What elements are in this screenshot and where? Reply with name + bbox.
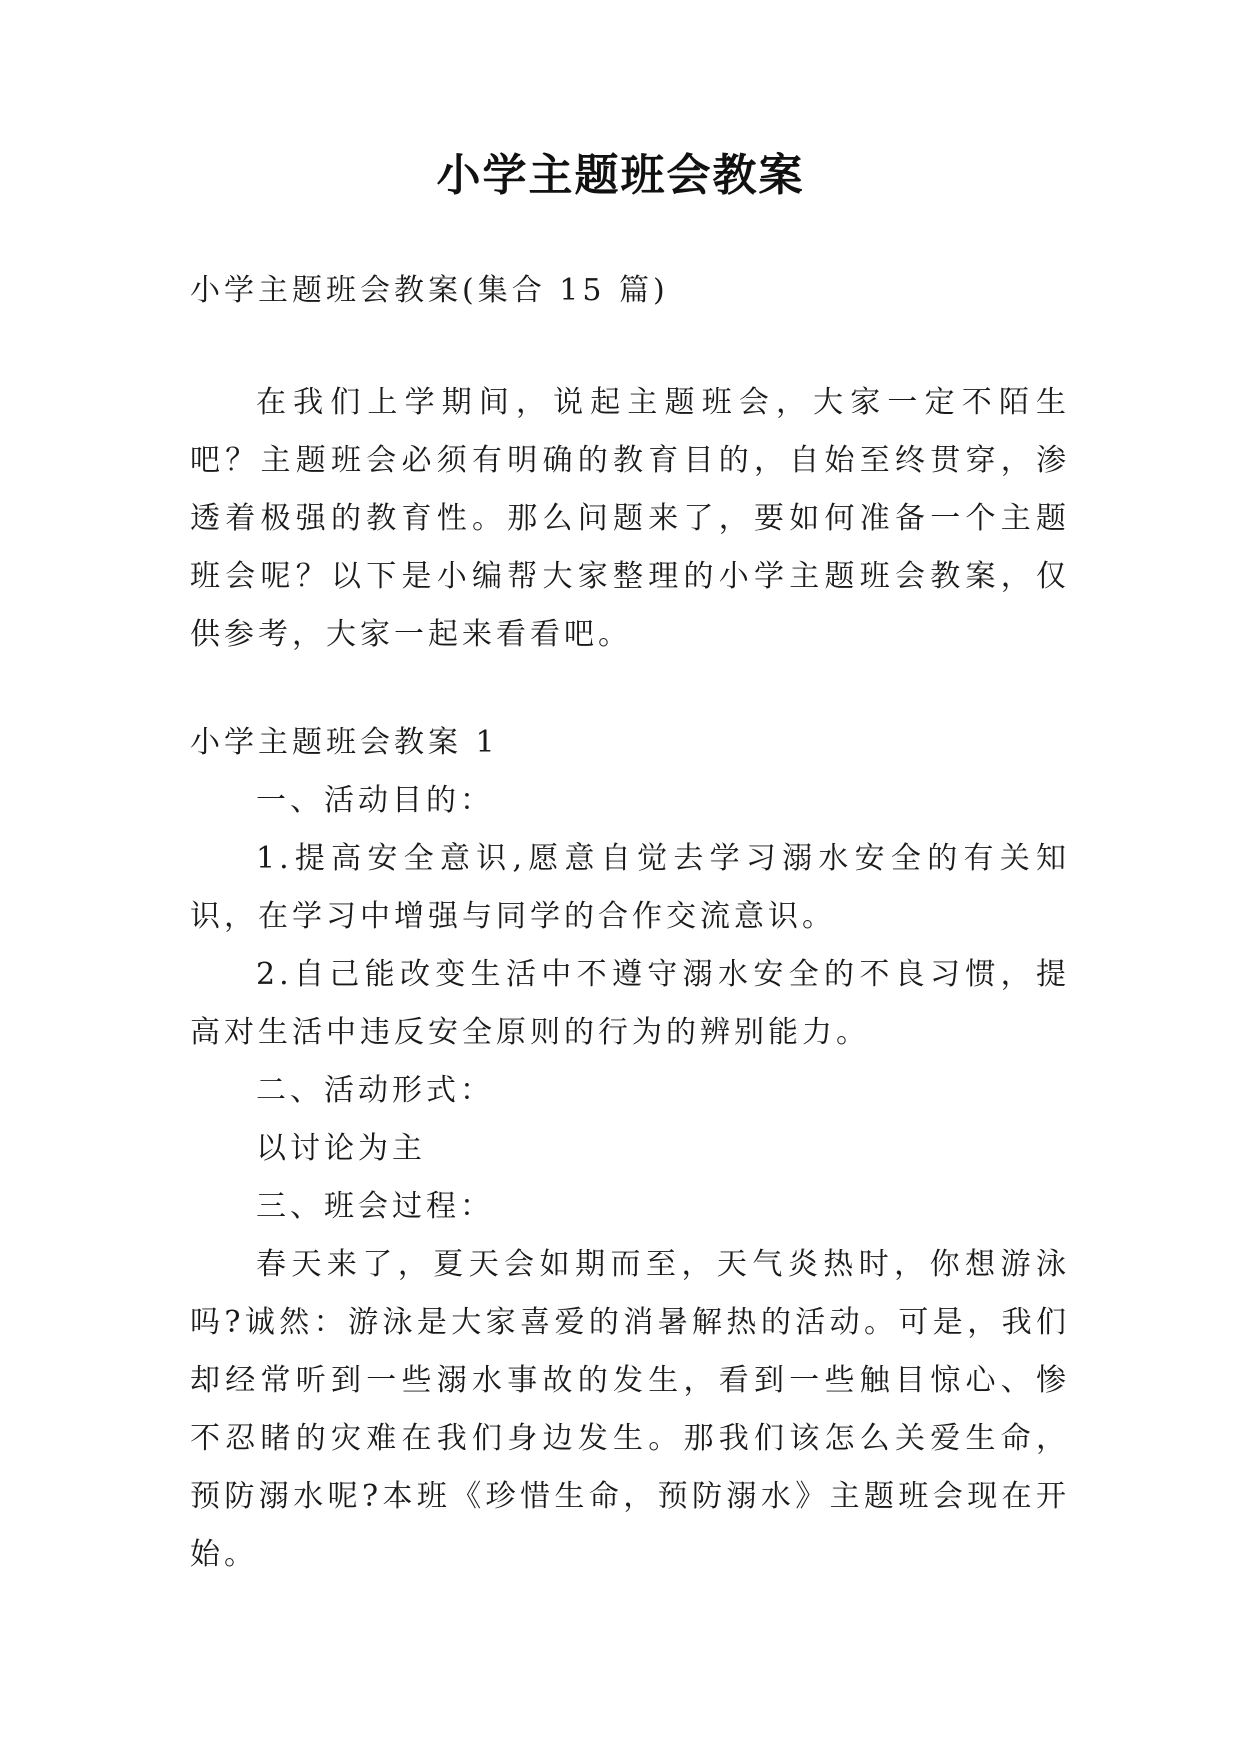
process-heading: 三、班会过程： [256,1189,494,1224]
form-heading: 二、活动形式： [256,1073,494,1108]
intro-paragraph: 在我们上学期间，说起主题班会，大家一定不陌生吧？主题班会必须有明确的教育目的，自始至终贯穿，渗透着极强的教育性。那么问题来了，要如何准备一个主题班会呢？以下是小编帮大家整理的小学主题班会教案，仅供参考，大家一起来看看吧。 [190,385,1070,652]
goal-heading: 一、活动目的： [256,783,494,818]
document-body [190,262,1070,1584]
form-text: 以讨论为主 [256,1131,426,1166]
goal-item-1: 1.提高安全意识,愿意自觉去学习溺水安全的有关知识，在学习中增强与同学的合作交流意识。 [190,841,1070,934]
process-paragraph: 春天来了，夏天会如期而至，天气炎热时，你想游泳吗?诚然：游泳是大家喜爱的消暑解热的活动。可是，我们却经常听到一些溺水事故的发生，看到一些触目惊心、惨不忍睹的灾难在我们身边发生。那我们该怎么关爱生命，预防溺水呢?本班《珍惜生命，预防溺水》主题班会现在开始。 [190,1247,1070,1572]
goal-item-2: 2.自己能改变生活中不遵守溺水安全的不良习惯，提高对生活中违反安全原则的行为的辨别能力。 [190,957,1070,1050]
document-title: 小学主题班会教案 [436,150,805,201]
section-heading: 小学主题班会教案 1 [190,725,499,760]
document-subtitle: 小学主题班会教案(集合 15 篇) [190,273,669,308]
